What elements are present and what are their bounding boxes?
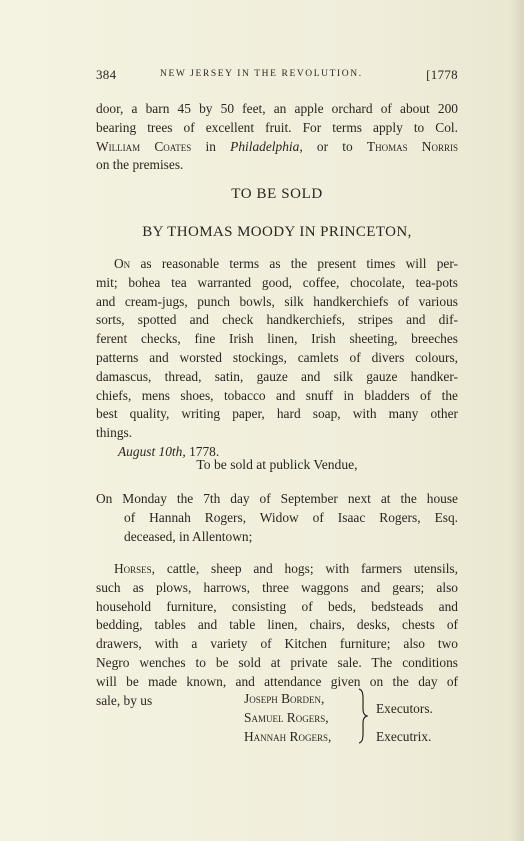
text-line: such as plows, harrows, three waggons and gears; also (96, 579, 458, 595)
running-title: NEW JERSEY IN THE REVOLUTION. (160, 69, 363, 79)
text-line: bearing trees of excellent fruit. For terms apply to Col. (96, 119, 458, 135)
text-line: deceased, in Allentown; (124, 528, 253, 544)
text-line: ferent checks, fine Irish linen, Irish sheeting, breeches (96, 331, 458, 347)
text-line: On as reasonable terms as the present times will per- (114, 256, 458, 271)
ad-subheading: BY THOMAS MOODY IN PRINCETON, (142, 224, 412, 240)
role-executrix: Executrix. (376, 729, 432, 744)
ad-heading: To be sold at publick Vendue, (196, 457, 358, 472)
text-line: things. (96, 425, 133, 441)
signatory: Hannah Rogers, (244, 729, 332, 744)
text-line: will be made known, and attendance given on the day of (96, 673, 458, 689)
page-edge-shadow (510, 0, 524, 841)
text-line: On Monday the 7th day of September next at the house (96, 491, 458, 506)
text-line: and cream-jugs, punch bowls, silk handkerchiefs of various (96, 293, 458, 309)
continued-paragraph (96, 100, 458, 175)
signatory: Samuel Rogers, (244, 710, 329, 725)
text-line: bedding, tables and table linen, chairs, desks, chests of (96, 617, 458, 633)
ad-heading: TO BE SOLD (231, 186, 323, 202)
ad-body (96, 560, 458, 710)
ad-body (96, 255, 458, 462)
header-year: [1778 (426, 67, 458, 82)
ad-intro (96, 490, 458, 546)
text-line: damascus, thread, satin, gauze and silk gauze handker- (96, 368, 458, 384)
signatory: Joseph Borden, (244, 691, 325, 706)
text-line: door, a barn 45 by 50 feet, an apple orchard of about 200 (96, 101, 458, 116)
right-brace-icon (358, 688, 368, 744)
text-line: drawers, with a variety of Kitchen furniture; also two (96, 636, 458, 652)
text-line: Negro wenches to be sold at private sale. The conditions (96, 654, 458, 670)
text-line: Horses, cattle, sheep and hogs; with farmers utensils, (114, 561, 458, 576)
text-line: William Coates in Philadelphia, or to Thomas Norris (96, 138, 458, 154)
text-line: sorts, spotted and check handkerchiefs, stripes and dif- (96, 312, 458, 328)
text-line: sale, by us (96, 692, 153, 708)
text-line: on the premises. (96, 157, 184, 173)
running-header (96, 67, 458, 85)
role-executors: Executors. (376, 701, 433, 716)
text-line: chiefs, mens shoes, tobacco and snuff in bladders of the (96, 387, 458, 403)
text-line: best quality, writing paper, hard soap, with many other (96, 406, 458, 422)
text-line: household furniture, consisting of beds, bedsteads and (96, 598, 458, 614)
page-number: 384 (96, 67, 117, 82)
text-line: of Hannah Rogers, Widow of Isaac Rogers, Esq. (124, 509, 458, 525)
text-line: mit; bohea tea warranted good, coffee, chocolate, tea-pots (96, 274, 458, 290)
text-line: patterns and worsted stockings, camlets of divers colours, (96, 349, 458, 365)
ad-date: August 10th, 1778. (118, 443, 220, 459)
